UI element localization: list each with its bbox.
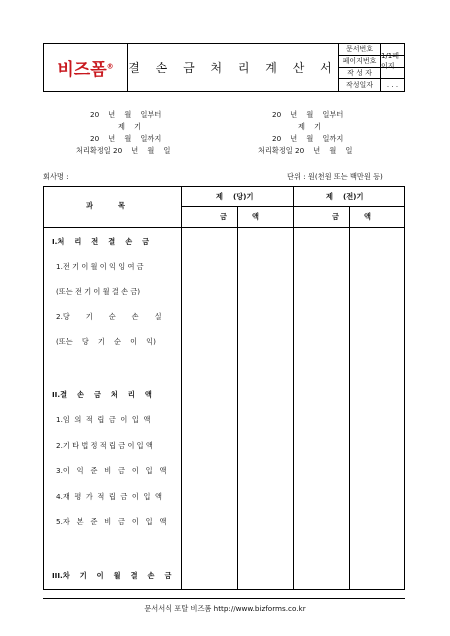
period-right-from: 20 년 월 일부터 xyxy=(272,110,344,119)
row-divider xyxy=(181,206,404,207)
meta-label: 작성일자 xyxy=(339,79,381,91)
row-retained-deficit: (또는 전 기 이 월 결 손 금) xyxy=(56,287,141,296)
row-net-income: (또는 당 기 순 이 익) xyxy=(56,337,156,346)
row-earned-surplus-reserve: 3.이 익 준 비 금 이 입 액 xyxy=(56,466,167,475)
row-revaluation-reserve: 4.재 평 가 적 립 금 이 입 액 xyxy=(56,492,162,501)
period-left-to: 20 년 월 일까지 xyxy=(90,134,162,143)
header-amount-current: 금 액 xyxy=(220,212,259,221)
row-other-legal-reserve: 2.기 타 법 정 적 립 금 이 입 액 xyxy=(56,441,153,450)
meta-label: 페이지번호 xyxy=(339,56,381,68)
document-title: 결 손 금 처 리 계 산 서 xyxy=(128,44,339,91)
meta-row-author xyxy=(339,68,404,80)
meta-label: 문서번호 xyxy=(339,44,381,56)
meta-label: 작 성 자 xyxy=(339,68,381,80)
row-deficit-carried-forward: III.차 기 이 월 결 손 금 xyxy=(52,571,172,580)
col-divider xyxy=(237,207,238,589)
row-retained-earnings: 1.전 기 이 월 이 익 잉 여 금 xyxy=(56,262,144,271)
row-net-loss: 2.당 기 순 손 실 xyxy=(56,312,162,321)
meta-row-date xyxy=(339,79,404,91)
header-subject: 과 목 xyxy=(86,201,125,210)
unit-label: 단위 : 원(천원 또는 백만원 등) xyxy=(287,172,383,181)
row-capital-reserve: 5.자 본 준 비 금 이 입 액 xyxy=(56,517,167,526)
period-left-confirm: 처리확정일 20 년 월 일 xyxy=(76,146,171,155)
period-right-confirm: 처리확정일 20 년 월 일 xyxy=(258,146,353,155)
statement-table xyxy=(43,186,405,590)
company-label: 회사명 : xyxy=(43,172,69,181)
header-previous-period: 제 (전)기 xyxy=(326,192,364,201)
logo-cell xyxy=(44,44,128,91)
meta-row-page-number xyxy=(339,52,404,71)
header-amount-previous: 금 액 xyxy=(332,212,371,221)
meta-value[interactable] xyxy=(381,68,404,80)
meta-value[interactable]: 1/1페이지 xyxy=(381,56,404,68)
col-divider xyxy=(293,187,294,589)
col-divider xyxy=(349,207,350,589)
row-divider xyxy=(44,227,404,228)
row-deficit-disposal: II.결 손 금 처 리 액 xyxy=(52,390,152,399)
document-header xyxy=(43,43,405,92)
bizforms-logo: 비즈폼® xyxy=(57,60,114,80)
row-pre-deficit: I.처 리 전 결 손 금 xyxy=(52,237,150,246)
meta-value[interactable]: . . . xyxy=(386,81,399,90)
row-voluntary-reserve: 1.임 의 적 립 금 이 입 액 xyxy=(56,415,151,424)
period-right-to: 20 년 월 일까지 xyxy=(272,134,344,143)
period-left-term: 제 기 xyxy=(118,122,142,131)
period-left-from: 20 년 월 일부터 xyxy=(90,110,162,119)
period-right-term: 제 기 xyxy=(298,122,322,131)
col-divider xyxy=(181,187,182,589)
header-current-period: 제 (당)기 xyxy=(216,192,254,201)
footer-text: 문서서식 포탈 비즈폼 http://www.bizforms.co.kr xyxy=(144,604,306,613)
footer-divider xyxy=(43,598,405,599)
